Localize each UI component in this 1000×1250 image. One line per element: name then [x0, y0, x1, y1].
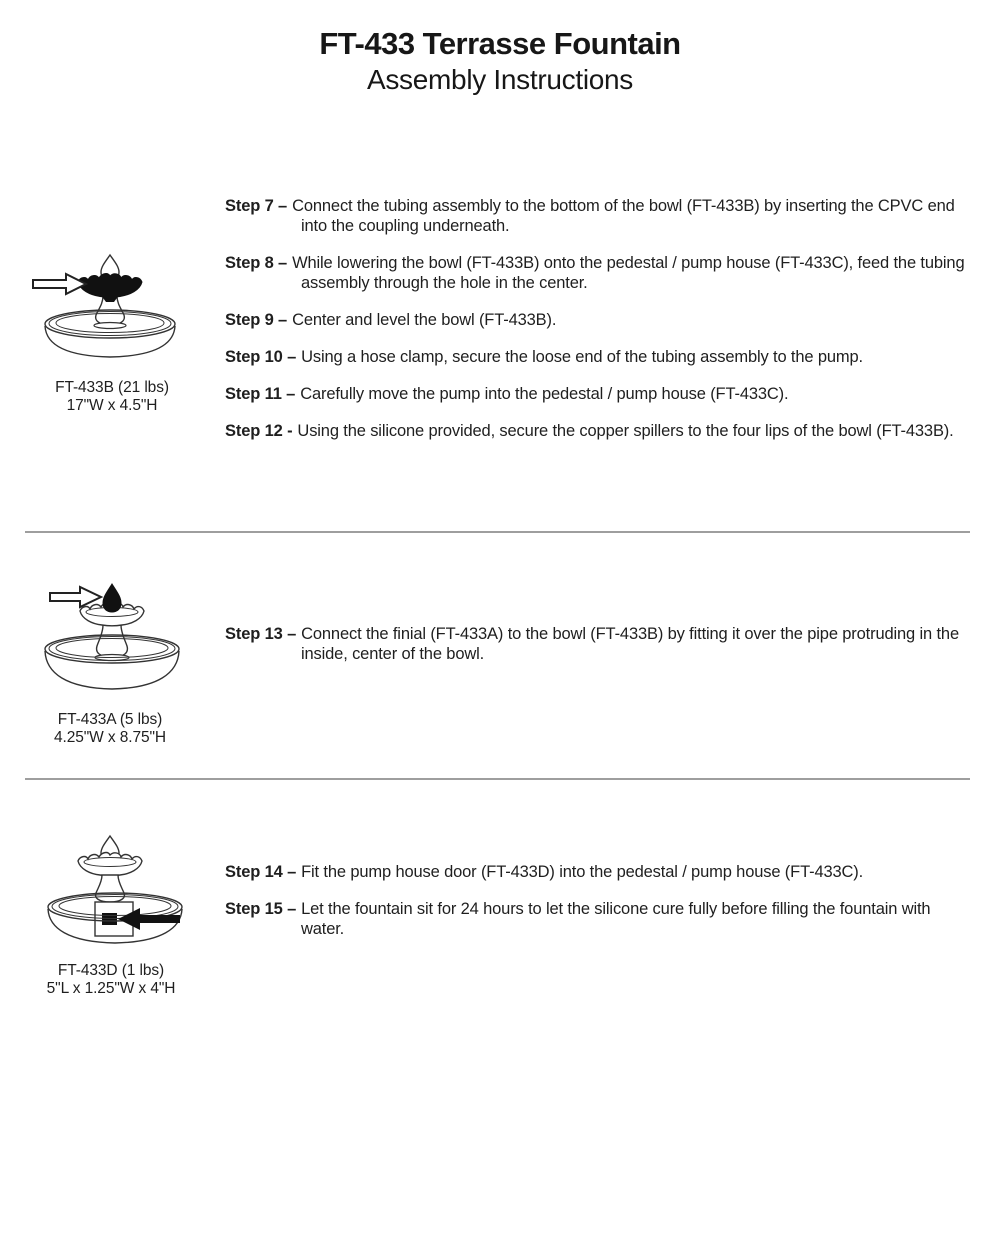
figure-pump-door-highlighted [28, 828, 193, 953]
step-label: Step 9 – [225, 311, 288, 329]
pump-door-highlighted [102, 913, 117, 925]
basin-wall [45, 326, 175, 357]
step-text: Let the fountain sit for 24 hours to let the silicone cure fully before filling the fountain with water. [301, 900, 931, 938]
figure-finial-highlighted [28, 578, 186, 700]
step-13 [225, 624, 970, 664]
figure-bowl-highlighted [28, 249, 183, 364]
step-12 [225, 421, 970, 441]
step-label: Step 10 – [225, 348, 297, 366]
step-text: Using the silicone provided, secure the copper spillers to the four lips of the bowl (FT-433B). [297, 422, 954, 440]
steps-group-1 [225, 196, 970, 458]
section-divider [25, 778, 970, 780]
section-divider [25, 531, 970, 533]
page-title: FT-433 Terrasse Fountain [319, 26, 681, 61]
step-label: Step 7 – [225, 197, 288, 215]
step-10 [225, 347, 970, 367]
step-8 [225, 253, 970, 293]
part-dimensions: 4.25"W x 8.75"H [53, 729, 167, 746]
pedestal-outline [96, 875, 125, 902]
step-text: While lowering the bowl (FT-433B) onto the pedestal / pump house (FT-433C), feed the tubing assembly through the hole in the center. [292, 254, 965, 292]
step-label: Step 11 – [225, 385, 296, 403]
step-9 [225, 310, 970, 330]
bowl-highlighted [78, 274, 142, 298]
part-number: FT-433B (21 lbs) [55, 379, 169, 396]
fountain-bowl-highlighted-icon [28, 249, 183, 364]
finial-highlighted [103, 584, 121, 612]
part-number: FT-433A (5 lbs) [57, 711, 163, 728]
step-text: Fit the pump house door (FT-433D) into the pedestal / pump house (FT-433C). [301, 863, 864, 881]
step-text: Center and level the bowl (FT-433B). [292, 311, 557, 329]
page-subtitle: Assembly Instructions [366, 64, 634, 95]
step-label: Step 14 – [225, 863, 297, 881]
step-11 [225, 384, 970, 404]
step-label: Step 8 – [225, 254, 288, 272]
part-dimensions: 5"L x 1.25"W x 4"H [46, 980, 176, 997]
step-label: Step 13 – [225, 625, 297, 643]
pedestal-base [94, 323, 126, 329]
part-number: FT-433D (1 lbs) [57, 962, 165, 979]
step-15 [225, 899, 970, 939]
step-text: Connect the tubing assembly to the bottom of the bowl (FT-433B) by inserting the CPVC end into the coupling underneath. [292, 197, 955, 235]
step-label: Step 15 – [225, 900, 297, 918]
pedestal-outline [97, 625, 128, 657]
figure-caption [22, 379, 202, 415]
step-14 [225, 862, 970, 882]
step-7 [225, 196, 970, 236]
step-text: Carefully move the pump into the pedestal / pump house (FT-433C). [300, 385, 789, 403]
arrow-pointer-icon [50, 587, 101, 607]
step-label: Step 12 - [225, 422, 293, 440]
steps-group-3 [225, 862, 970, 956]
steps-group-2 [225, 624, 970, 681]
step-text: Using a hose clamp, secure the loose end of the tubing assembly to the pump. [301, 348, 863, 366]
figure-caption [20, 711, 200, 747]
fountain-finial-highlighted-icon [28, 578, 186, 700]
arrow-pointer-icon [33, 274, 86, 294]
figure-caption [16, 962, 206, 998]
step-text: Connect the finial (FT-433A) to the bowl (FT-433B) by fitting it over the pipe protruding in the inside, center of the bowl. [301, 625, 959, 663]
fountain-pump-door-highlighted-icon [28, 828, 193, 953]
part-dimensions: 17"W x 4.5"H [66, 397, 158, 414]
